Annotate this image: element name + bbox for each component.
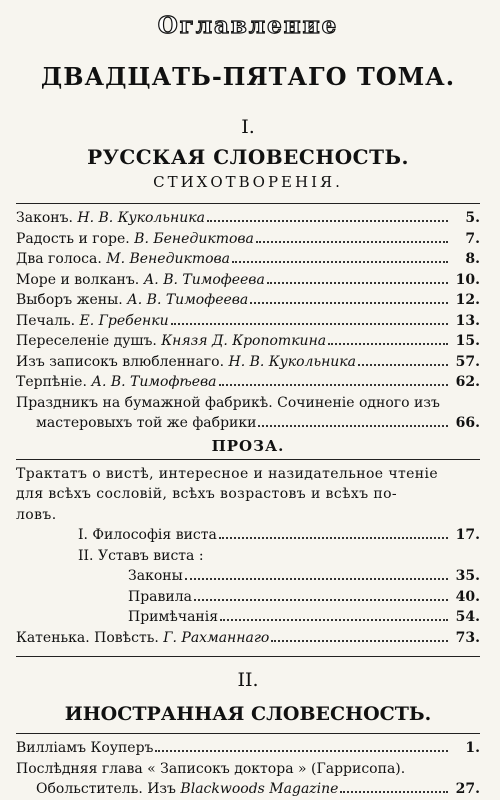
- toc-entry[interactable]: [16, 290, 480, 311]
- entry-page: 35.: [455, 568, 480, 584]
- entry-title: II. Уставъ виста :: [78, 547, 204, 564]
- entry-title: Законъ.: [16, 210, 73, 226]
- divider: [16, 733, 480, 734]
- toc-page: [0, 10, 500, 797]
- entry-author: Н. В. Кукольника: [77, 210, 205, 226]
- toc-entry[interactable]: [16, 779, 480, 800]
- divider: [16, 656, 480, 657]
- leader-dots: [328, 331, 448, 345]
- entry-page: 13.: [455, 312, 480, 329]
- entry-title: Печаль.: [16, 312, 76, 329]
- toc-subentry[interactable]: [16, 566, 480, 587]
- treatise-line: для всѣхъ сословій, всѣхъ возрастовъ и всѣхъ по-: [16, 486, 398, 502]
- divider: [16, 459, 480, 460]
- entry-page: 54.: [455, 609, 480, 625]
- toc-entry[interactable]: [16, 628, 480, 649]
- poems-list: [16, 208, 480, 434]
- volume-subtitle: ДВАДЦАТЬ-ПЯТАГО ТОМА.: [40, 62, 456, 91]
- entry-page: 5.: [465, 210, 480, 226]
- leader-dots: [185, 566, 448, 580]
- part-1-title: РУССКАЯ СЛОВЕСНОСТЬ.: [87, 145, 409, 169]
- entry-author: Г. Рахманнаго: [163, 629, 270, 646]
- entry-page: 7.: [465, 230, 480, 247]
- leader-dots: [340, 779, 448, 793]
- entry-title: Терпѣніе.: [16, 374, 87, 390]
- toc-entry[interactable]: [16, 249, 480, 270]
- poems-heading: СТИХОТВОРЕНІЯ.: [153, 173, 343, 191]
- entry-source: Blackwoods Magazine: [180, 781, 339, 797]
- entry-title: Примѣчанія: [128, 609, 219, 625]
- entry-page: 27.: [455, 781, 480, 797]
- toc-subentry[interactable]: [16, 546, 480, 567]
- part-2-title: ИНОСТРАННАЯ СЛОВЕСНОСТЬ.: [64, 703, 432, 725]
- leader-dots: [258, 413, 448, 427]
- entry-title: Законы: [128, 568, 183, 584]
- entry-title: Море и волканъ.: [16, 271, 140, 288]
- entry-title-cont: мастеровыхъ той же фабрики: [36, 415, 257, 431]
- entry-page: 17.: [455, 527, 480, 543]
- entry-title: Радость и горе.: [16, 230, 130, 247]
- entry-page: 8.: [465, 251, 480, 267]
- entry-page: 66.: [455, 415, 480, 431]
- treatise-parts: [16, 525, 480, 648]
- entry-author: М. Венедиктова: [106, 251, 231, 267]
- toc-entry-multiline[interactable]: [16, 393, 480, 434]
- entry-title: Вилліамъ Коуперъ: [16, 740, 154, 756]
- entry-title: Праздникъ на бумажной фабрикѣ. Сочиненіе одного изъ: [16, 394, 440, 411]
- toc-entry[interactable]: [16, 229, 480, 250]
- treatise-line: ловъ.: [16, 506, 57, 523]
- leader-dots: [220, 607, 448, 621]
- entry-page: 12.: [455, 292, 480, 308]
- treatise-entry[interactable]: [16, 464, 480, 526]
- entry-author: А. В. Тимофѣева: [91, 374, 217, 390]
- entry-page: 1.: [465, 740, 480, 756]
- leader-dots: [155, 738, 448, 752]
- prose-heading: ПРОЗА.: [211, 436, 285, 455]
- leader-dots: [358, 352, 448, 366]
- toc-entry[interactable]: [16, 759, 480, 780]
- entry-page: 10.: [455, 271, 480, 288]
- entry-title: Катенька. Повѣсть.: [16, 629, 159, 646]
- entry-author: Князя Д. Кропоткина: [161, 333, 327, 349]
- leader-dots: [219, 525, 448, 539]
- toc-entry[interactable]: [16, 208, 480, 229]
- toc-entry[interactable]: [16, 352, 480, 373]
- entry-continuation: [16, 413, 480, 434]
- entry-page: 40.: [455, 588, 480, 605]
- entry-author: А. В. Тимофеева: [143, 271, 265, 288]
- leader-dots: [267, 270, 448, 284]
- part-2-numeral: II.: [237, 669, 259, 691]
- toc-entry[interactable]: [16, 738, 480, 759]
- toc-entry[interactable]: [16, 270, 480, 291]
- entry-title: Изъ записокъ влюбленнаго.: [16, 353, 225, 370]
- entry-page: 62.: [455, 374, 480, 390]
- divider: [16, 203, 480, 204]
- leader-dots: [232, 249, 448, 263]
- toc-entry[interactable]: [16, 311, 480, 332]
- leader-dots: [250, 290, 448, 304]
- leader-dots: [271, 628, 448, 642]
- leader-dots: [219, 372, 448, 386]
- entry-title: Обольститель. Изъ: [36, 781, 176, 797]
- entry-page: 73.: [455, 629, 480, 646]
- leader-dots: [256, 229, 448, 243]
- entry-author: А. В. Тимофеева: [127, 292, 249, 308]
- treatise-line: Трактатъ о вистѣ, интересное и назидательное чтеніе: [16, 465, 439, 482]
- entry-title: Переселеніе душъ.: [16, 333, 157, 349]
- foreign-list: [16, 738, 480, 800]
- entry-author: Е. Гребенки: [79, 312, 169, 329]
- entry-author: В. Бенедиктова: [134, 230, 254, 247]
- toc-entry[interactable]: [16, 331, 480, 352]
- toc-subentry[interactable]: [16, 587, 480, 608]
- toc-entry[interactable]: [16, 372, 480, 393]
- entry-title: Послѣдняя глава « Записокъ доктора » (Гаррисопа).: [16, 760, 406, 777]
- toc-subentry[interactable]: [16, 525, 480, 546]
- entry-title: Выборъ жены.: [16, 292, 123, 308]
- toc-subentry[interactable]: [16, 607, 480, 628]
- leader-dots: [207, 208, 448, 222]
- entry-title: I. Философія виста: [78, 527, 217, 543]
- entry-page: 57.: [455, 353, 480, 370]
- entry-author: Н. В. Кукольника: [228, 353, 357, 370]
- entry-page: 15.: [455, 333, 480, 349]
- toc-title: Оглавление: [157, 12, 339, 39]
- entry-title: Два голоса.: [16, 251, 102, 267]
- leader-dots: [171, 311, 448, 325]
- entry-title: Правила: [128, 588, 192, 605]
- part-1-numeral: I.: [241, 116, 255, 138]
- leader-dots: [194, 587, 448, 601]
